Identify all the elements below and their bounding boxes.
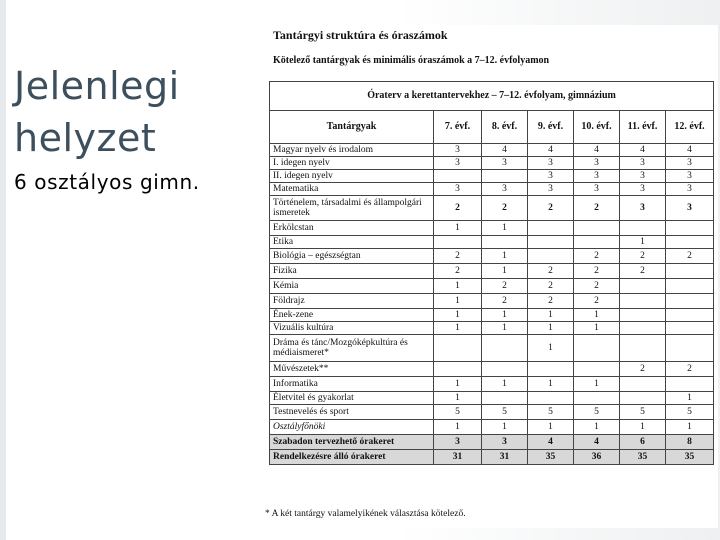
hours-cell: 36 xyxy=(574,450,620,465)
hours-cell xyxy=(434,362,482,377)
hours-cell: 1 xyxy=(434,294,482,309)
hours-cell: 2 xyxy=(620,264,666,279)
hours-cell: 4 xyxy=(482,144,528,157)
hours-cell xyxy=(574,362,620,377)
hours-cell: 1 xyxy=(482,264,528,279)
hours-cell xyxy=(620,221,666,236)
table-footnote: * A két tantárgy valamelyikének választása kötelező. xyxy=(265,509,466,519)
hours-cell: 3 xyxy=(666,170,714,183)
hours-cell xyxy=(620,279,666,294)
subject-cell: Erkölcstan xyxy=(270,221,434,236)
scanned-document xyxy=(262,25,718,528)
hours-cell xyxy=(574,236,620,249)
hours-cell xyxy=(666,221,714,236)
column-header-grade-9: 9. évf. xyxy=(528,111,574,144)
table-row xyxy=(270,392,714,405)
hours-cell: 3 xyxy=(434,183,482,196)
hours-cell xyxy=(620,335,666,362)
table-header-row xyxy=(270,111,714,144)
hours-cell xyxy=(574,335,620,362)
hours-cell xyxy=(620,322,666,335)
hours-cell: 2 xyxy=(482,294,528,309)
hours-cell: 1 xyxy=(574,420,620,435)
hours-cell: 2 xyxy=(434,196,482,221)
subject-cell: Kémia xyxy=(270,279,434,294)
table-row xyxy=(270,279,714,294)
subject-cell: Osztályfőnöki xyxy=(270,420,434,435)
hours-cell: 3 xyxy=(666,183,714,196)
hours-cell: 1 xyxy=(482,249,528,264)
hours-cell: 1 xyxy=(482,420,528,435)
hours-cell xyxy=(482,170,528,183)
hours-cell: 1 xyxy=(620,236,666,249)
table-row xyxy=(270,309,714,322)
subject-cell: Matematika xyxy=(270,183,434,196)
slide-title xyxy=(14,60,254,164)
table-caption: Óraterv a kerettantervekhez – 7–12. évfolyam, gimnázium xyxy=(270,82,714,111)
hours-cell: 2 xyxy=(528,196,574,221)
hours-cell: 2 xyxy=(574,196,620,221)
hours-cell: 2 xyxy=(528,264,574,279)
hours-cell xyxy=(434,236,482,249)
hours-cell xyxy=(528,392,574,405)
hours-cell: 2 xyxy=(666,362,714,377)
subject-cell: Magyar nyelv és irodalom xyxy=(270,144,434,157)
subject-cell: Szabadon tervezhető órakeret xyxy=(270,435,434,450)
hours-cell: 3 xyxy=(434,435,482,450)
table-row xyxy=(270,144,714,157)
hours-cell: 3 xyxy=(620,157,666,170)
hours-cell: 1 xyxy=(434,420,482,435)
hours-cell: 5 xyxy=(434,405,482,420)
hours-cell: 1 xyxy=(434,377,482,392)
hours-cell xyxy=(666,322,714,335)
hours-cell: 35 xyxy=(620,450,666,465)
hours-cell xyxy=(482,362,528,377)
hours-cell: 1 xyxy=(482,377,528,392)
hours-cell: 3 xyxy=(574,170,620,183)
hours-cell: 35 xyxy=(666,450,714,465)
table-row xyxy=(270,196,714,221)
hours-cell: 3 xyxy=(482,435,528,450)
hours-cell: 4 xyxy=(528,144,574,157)
column-header-grade-7: 7. évf. xyxy=(434,111,482,144)
subject-cell: Vizuális kultúra xyxy=(270,322,434,335)
hours-cell: 4 xyxy=(620,144,666,157)
hours-cell: 2 xyxy=(482,279,528,294)
hours-cell xyxy=(666,335,714,362)
curriculum-table xyxy=(269,81,714,465)
table-row xyxy=(270,157,714,170)
left-accent-bar xyxy=(0,0,6,540)
hours-cell: 3 xyxy=(620,196,666,221)
subject-cell: I. idegen nyelv xyxy=(270,157,434,170)
table-row xyxy=(270,249,714,264)
hours-cell xyxy=(666,236,714,249)
column-header-grade-8: 8. évf. xyxy=(482,111,528,144)
hours-cell: 1 xyxy=(574,377,620,392)
subject-cell: Dráma és tánc/Mozgóképkultúra és médiaismeret* xyxy=(270,335,434,362)
hours-cell xyxy=(574,392,620,405)
table-row xyxy=(270,294,714,309)
hours-cell: 1 xyxy=(574,309,620,322)
subject-cell: Ének-zene xyxy=(270,309,434,322)
hours-cell xyxy=(482,335,528,362)
hours-cell: 1 xyxy=(528,420,574,435)
hours-cell xyxy=(528,362,574,377)
hours-cell xyxy=(620,377,666,392)
column-header-grade-10: 10. évf. xyxy=(574,111,620,144)
hours-cell: 2 xyxy=(666,249,714,264)
hours-cell: 3 xyxy=(528,170,574,183)
table-row xyxy=(270,183,714,196)
slide-title-line-1: Jelenlegi xyxy=(14,64,180,108)
hours-cell: 2 xyxy=(574,249,620,264)
hours-cell: 2 xyxy=(482,196,528,221)
table-row xyxy=(270,420,714,435)
hours-cell: 2 xyxy=(574,279,620,294)
subject-cell: Biológia – egészségtan xyxy=(270,249,434,264)
table-row xyxy=(270,450,714,465)
subject-cell: Fizika xyxy=(270,264,434,279)
hours-cell xyxy=(666,309,714,322)
hours-cell: 5 xyxy=(528,405,574,420)
table-row xyxy=(270,435,714,450)
table-row xyxy=(270,221,714,236)
hours-cell: 1 xyxy=(528,335,574,362)
hours-cell: 4 xyxy=(574,435,620,450)
hours-cell: 5 xyxy=(620,405,666,420)
hours-cell: 3 xyxy=(482,157,528,170)
hours-cell: 31 xyxy=(434,450,482,465)
hours-cell: 2 xyxy=(574,264,620,279)
hours-cell: 1 xyxy=(434,279,482,294)
document-subtitle: Kötelező tantárgyak és minimális óraszámok a 7–12. évfolyamon xyxy=(273,55,550,66)
hours-cell: 1 xyxy=(434,309,482,322)
subject-cell: Művészetek** xyxy=(270,362,434,377)
hours-cell: 4 xyxy=(666,144,714,157)
hours-cell: 1 xyxy=(482,322,528,335)
table-row xyxy=(270,170,714,183)
table-caption-row xyxy=(270,82,714,111)
hours-cell: 3 xyxy=(528,157,574,170)
hours-cell: 1 xyxy=(528,377,574,392)
hours-cell: 5 xyxy=(482,405,528,420)
hours-cell: 1 xyxy=(482,221,528,236)
subject-cell: Testnevelés és sport xyxy=(270,405,434,420)
hours-cell: 3 xyxy=(666,196,714,221)
hours-cell: 1 xyxy=(434,322,482,335)
hours-cell: 5 xyxy=(574,405,620,420)
hours-cell: 2 xyxy=(528,294,574,309)
hours-cell xyxy=(482,392,528,405)
hours-cell: 3 xyxy=(482,183,528,196)
hours-cell xyxy=(666,279,714,294)
hours-cell xyxy=(666,294,714,309)
hours-cell: 3 xyxy=(574,183,620,196)
hours-cell: 1 xyxy=(434,392,482,405)
hours-cell xyxy=(482,236,528,249)
table-row xyxy=(270,264,714,279)
hours-cell: 1 xyxy=(528,309,574,322)
subject-cell: Etika xyxy=(270,236,434,249)
hours-cell: 3 xyxy=(620,183,666,196)
hours-cell: 3 xyxy=(666,157,714,170)
hours-cell: 8 xyxy=(666,435,714,450)
subject-cell: Életvitel és gyakorlat xyxy=(270,392,434,405)
hours-cell xyxy=(528,221,574,236)
hours-cell: 2 xyxy=(620,362,666,377)
subject-cell: Földrajz xyxy=(270,294,434,309)
hours-cell: 1 xyxy=(434,221,482,236)
hours-cell: 1 xyxy=(620,420,666,435)
hours-cell: 5 xyxy=(666,405,714,420)
hours-cell xyxy=(434,170,482,183)
hours-cell: 2 xyxy=(620,249,666,264)
subject-cell: Történelem, társadalmi és állampolgári ismeretek xyxy=(270,196,434,221)
hours-cell xyxy=(528,236,574,249)
hours-cell: 3 xyxy=(528,183,574,196)
hours-cell xyxy=(528,249,574,264)
table-row xyxy=(270,405,714,420)
hours-cell: 35 xyxy=(528,450,574,465)
hours-cell: 4 xyxy=(528,435,574,450)
hours-cell: 1 xyxy=(528,322,574,335)
hours-cell: 1 xyxy=(666,420,714,435)
column-header-subject: Tantárgyak xyxy=(270,111,434,144)
hours-cell: 3 xyxy=(574,157,620,170)
table-row xyxy=(270,362,714,377)
hours-cell xyxy=(620,392,666,405)
table-row xyxy=(270,377,714,392)
hours-cell: 3 xyxy=(434,144,482,157)
subject-cell: Rendelkezésre álló órakeret xyxy=(270,450,434,465)
hours-cell: 1 xyxy=(666,392,714,405)
hours-cell xyxy=(574,221,620,236)
hours-cell xyxy=(620,309,666,322)
hours-cell: 2 xyxy=(434,264,482,279)
hours-cell: 2 xyxy=(528,279,574,294)
hours-cell xyxy=(666,377,714,392)
slide-subtitle: 6 osztályos gimn. xyxy=(14,170,200,194)
hours-cell: 4 xyxy=(574,144,620,157)
hours-cell: 6 xyxy=(620,435,666,450)
hours-cell xyxy=(666,264,714,279)
hours-cell: 3 xyxy=(434,157,482,170)
hours-cell: 1 xyxy=(482,309,528,322)
hours-cell: 3 xyxy=(620,170,666,183)
hours-cell xyxy=(620,294,666,309)
hours-cell xyxy=(434,335,482,362)
hours-cell: 31 xyxy=(482,450,528,465)
slide-title-line-2: helyzet xyxy=(14,116,157,160)
document-title: Tantárgyi struktúra és óraszámok xyxy=(273,28,448,42)
table-row xyxy=(270,335,714,362)
hours-cell: 2 xyxy=(434,249,482,264)
subject-cell: Informatika xyxy=(270,377,434,392)
column-header-grade-11: 11. évf. xyxy=(620,111,666,144)
column-header-grade-12: 12. évf. xyxy=(666,111,714,144)
hours-cell: 1 xyxy=(574,322,620,335)
subject-cell: II. idegen nyelv xyxy=(270,170,434,183)
hours-cell: 2 xyxy=(574,294,620,309)
table-row xyxy=(270,236,714,249)
table-row xyxy=(270,322,714,335)
